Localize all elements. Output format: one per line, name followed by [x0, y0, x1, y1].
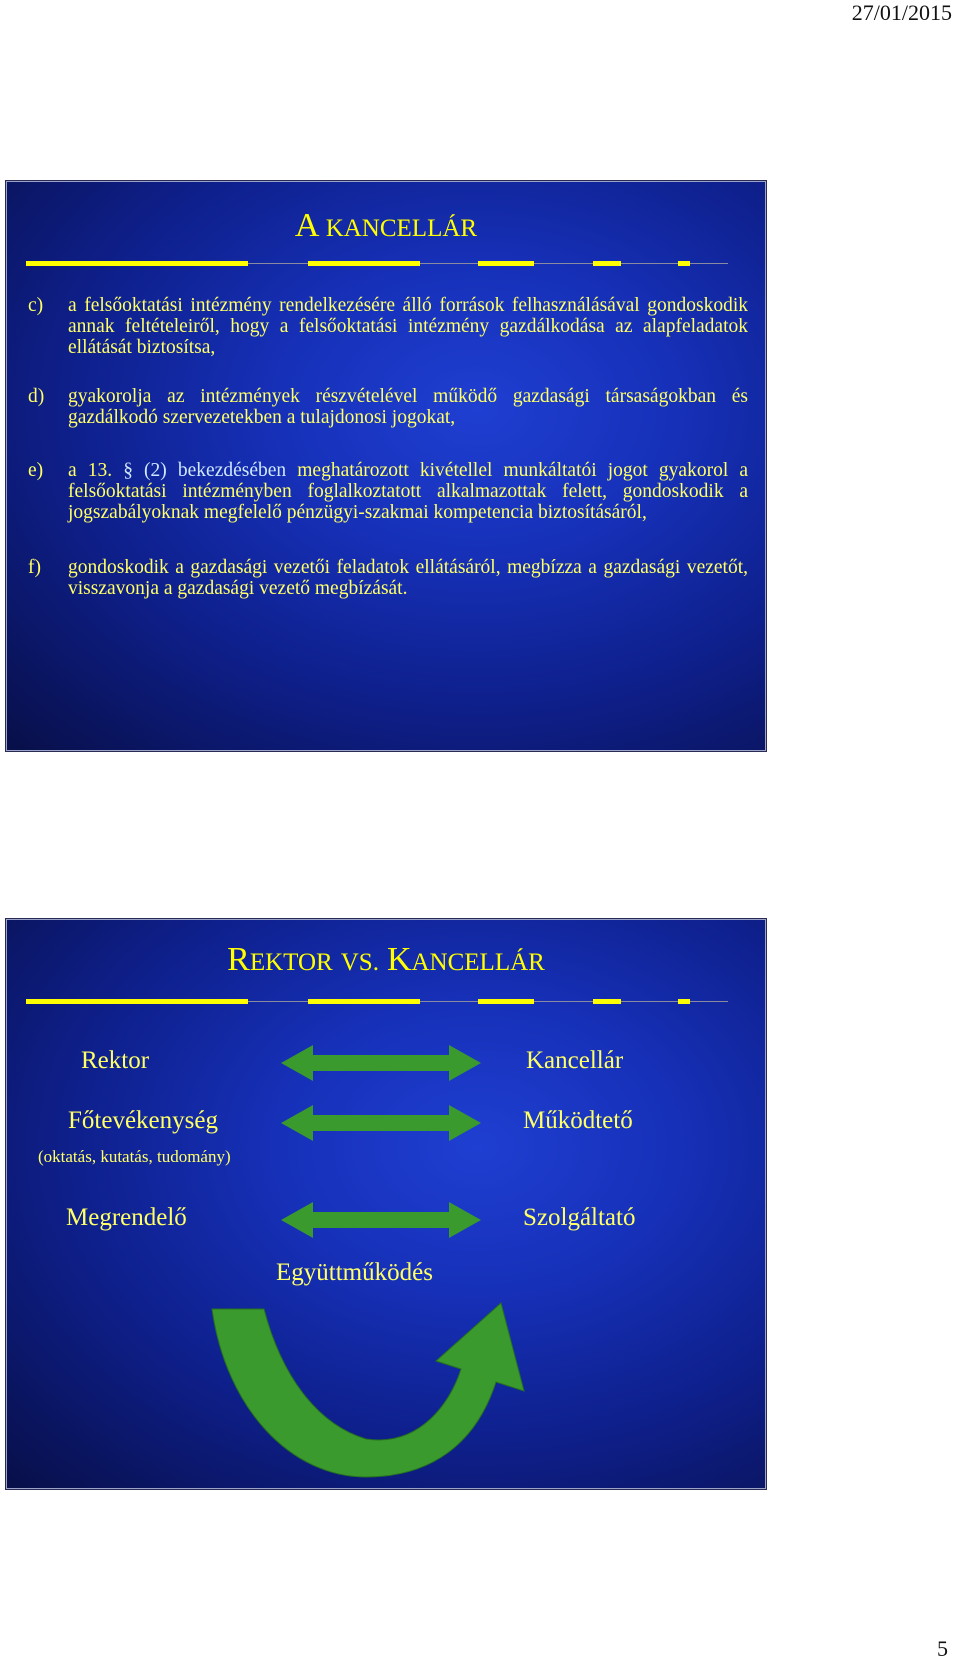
title-divider: [26, 261, 728, 273]
slide-kancellar: [5, 180, 767, 752]
provider-label: Szolgáltató: [523, 1204, 636, 1231]
list-item: e) a 13. § (2) bekezdésében meghatározott kivétellel munkáltatói jogot gyakorol a felsőoktatási intézményben foglalkoztatott alkalmazottak felett, gondoskodik a jogszabályoknak megfelelő pénzügyi-szakmai kompetencia biztosításáról,: [28, 460, 748, 523]
main-activity-detail: (oktatás, kutatás, tudomány): [38, 1147, 231, 1166]
double-arrow-icon: [281, 1105, 481, 1141]
list-item: c) a felsőoktatási intézmény rendelkezésére álló források felhasználásával gondoskodik annak feltételeiről, hogy a felsőoktatási intézmény gazdálkodása az alapfeladatok ellátását biztosítsa,: [28, 295, 748, 358]
operator-label: Működtető: [523, 1107, 633, 1134]
kancellar-label: Kancellár: [526, 1047, 624, 1074]
cooperation-label: Együttműködés: [276, 1259, 433, 1286]
cooperation-curved-arrow-icon: [206, 1279, 586, 1479]
slide-title: A KANCELLÁR: [294, 207, 478, 244]
rektor-label: Rektor: [81, 1047, 150, 1074]
paragraph-reference: § (2) bekezdésében: [123, 460, 287, 481]
slide-title: REKTOR VS. KANCELLÁR: [227, 941, 545, 978]
client-label: Megrendelő: [66, 1204, 187, 1231]
list-item: d) gyakorolja az intézmények részvételével működő gazdasági társaságokban és gazdálkodó szervezetekben a tulajdonosi jogokat,: [28, 386, 748, 428]
list-item: f) gondoskodik a gazdasági vezetői feladatok ellátásáról, megbízza a gazdasági vezetőt, visszavonja a gazdasági vezető megbízását.: [28, 557, 748, 599]
duty-list: [28, 295, 748, 627]
slide-rektor-vs-kancellar: [5, 918, 767, 1490]
double-arrow-icon: [281, 1045, 481, 1081]
main-activity-label: Főtevékenység: [68, 1107, 218, 1134]
double-arrow-icon: [281, 1202, 481, 1238]
page-number: 5: [937, 1636, 948, 1661]
title-divider: [26, 999, 728, 1011]
date: 27/01/2015: [851, 0, 952, 25]
